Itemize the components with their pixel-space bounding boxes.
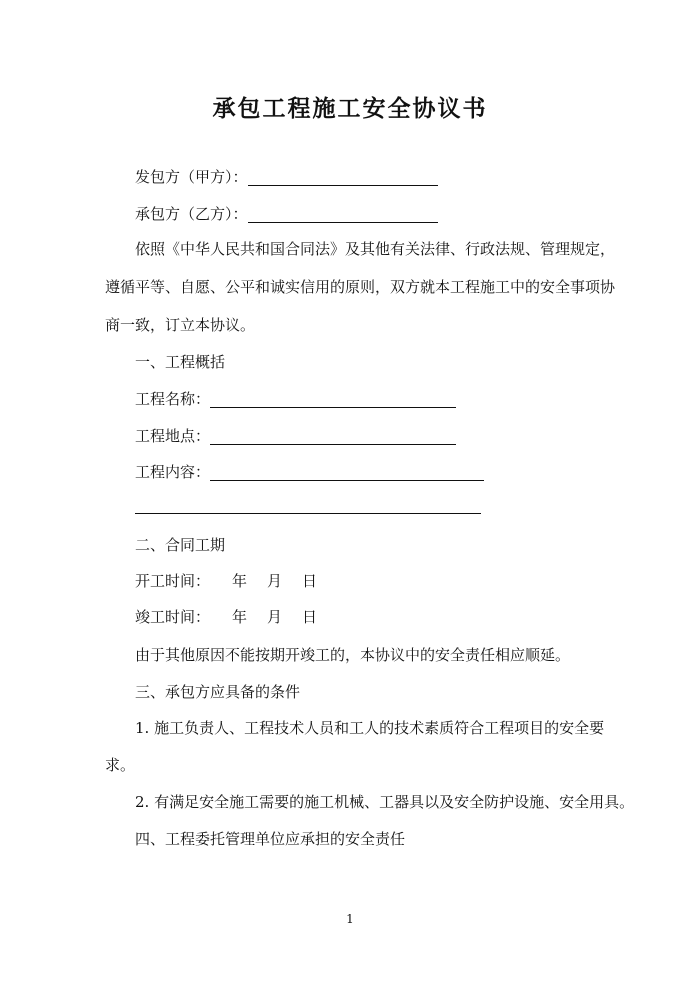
start-day: 日 xyxy=(302,572,318,590)
party-a-field[interactable] xyxy=(248,169,438,186)
section3-item2: 2. 有满足安全施工需要的施工机械、工器具以及安全防护设施、安全用具。 xyxy=(135,793,635,811)
start-year: 年 xyxy=(232,572,248,590)
end-date-line xyxy=(135,607,317,627)
end-day: 日 xyxy=(302,608,318,626)
project-location-field[interactable] xyxy=(210,428,456,445)
project-content-label: 工程内容： xyxy=(135,463,211,481)
section4-heading: 四、工程委托管理单位应承担的安全责任 xyxy=(135,830,406,848)
project-content-field-line-2[interactable] xyxy=(135,513,481,514)
start-date-label: 开工时间： xyxy=(135,572,211,590)
party-a-label: 发包方（甲方）： xyxy=(135,168,248,186)
party-b-line xyxy=(135,204,438,224)
end-date-label: 竣工时间： xyxy=(135,608,211,626)
party-b-label: 承包方（乙方）： xyxy=(135,205,248,223)
section3-heading: 三、承包方应具备的条件 xyxy=(135,683,301,701)
section3-item1-line1: 1. 施工负责人、工程技术人员和工人的技术素质符合工程项目的安全要 xyxy=(135,719,605,737)
start-month: 月 xyxy=(267,572,283,590)
project-location-line xyxy=(135,426,456,446)
intro-line-2: 遵循平等、自愿、公平和诚实信用的原则，双方就本工程施工中的安全事项协 xyxy=(105,278,616,296)
schedule-note: 由于其他原因不能按期开竣工的，本协议中的安全责任相应顺延。 xyxy=(135,646,571,664)
start-date-line xyxy=(135,571,317,591)
project-content-line xyxy=(135,462,484,482)
project-name-label: 工程名称： xyxy=(135,390,211,408)
party-a-line xyxy=(135,167,438,187)
project-content-field[interactable] xyxy=(210,464,484,481)
project-name-line xyxy=(135,389,456,409)
party-b-field[interactable] xyxy=(248,206,438,223)
intro-line-1: 依照《中华人民共和国合同法》及其他有关法律、行政法规、管理规定， xyxy=(135,240,616,258)
section2-heading: 二、合同工期 xyxy=(135,536,226,554)
section1-heading: 一、工程概括 xyxy=(135,353,226,371)
document-title: 承包工程施工安全协议书 xyxy=(212,95,488,122)
end-month: 月 xyxy=(267,608,283,626)
page-number: 1 xyxy=(346,912,354,926)
section3-item1-line2: 求。 xyxy=(105,756,136,774)
end-year: 年 xyxy=(232,608,248,626)
intro-line-3: 商一致，订立本协议。 xyxy=(105,316,256,334)
project-location-label: 工程地点： xyxy=(135,427,211,445)
project-name-field[interactable] xyxy=(210,391,456,408)
